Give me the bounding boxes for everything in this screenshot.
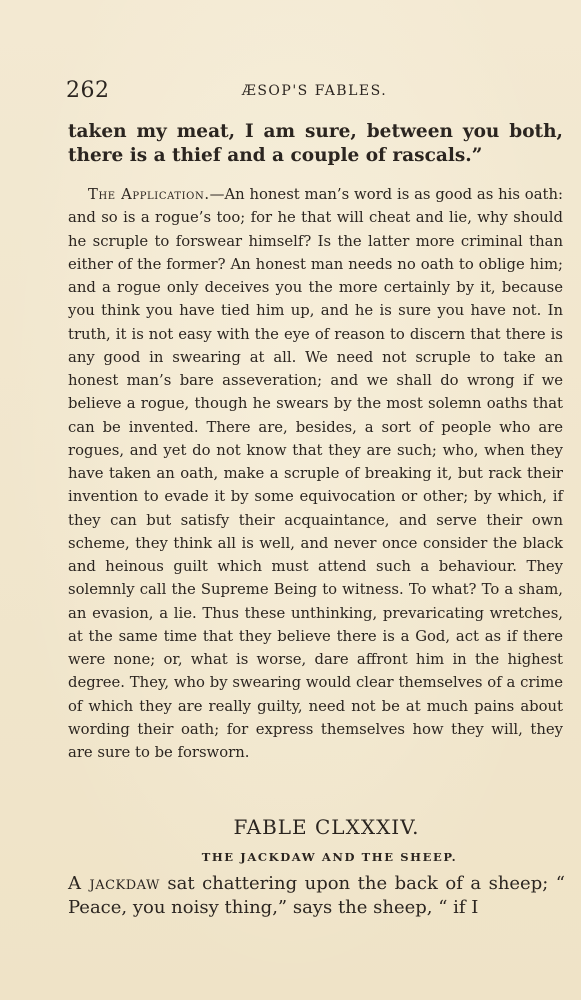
running-head: ÆSOP'S FABLES. — [241, 83, 388, 99]
application-text: —An honest man’s word is as good as his oath: and so is a rogue’s too; for he that will cheat and lie, why should he scruple to forswear himself? Is the latter more criminal than either of the former? An honest man needs no oath to oblige him; and a rogue only deceives you the more certainly by it, because you think you have tied him up, and he is sure you have not. In truth, it is not easy with the eye of reason to discern that there is any good in swearing at all. We need not scruple to take an honest man’s bare asseveration; and we shall do wrong if we believe a rogue, though he swears by the most solemn oaths that can be invented. There are, besides, a sort of people who are rogues, and yet do not know that they are such; who, when they have taken an oath, make a scruple of breaking it, but rack their invention to evade it by some equivocation or other; by which, if they can but satisfy their acquaintance, and serve their own scheme, they think all is well, and never once consider the black and heinous guilt which must attend such a behaviour. They solemnly call the Supreme Being to witness. To what? To a sham, an evasion, a lie. Thus these unthinking, prevaricating wretches, at the same time that they believe there is a God, act as if there were none; or, what is worse, dare affront him in the highest degree. They, who by swearing would clear themselves of a crime of which they are really guilty, need not be at much pains about wording their oath; for express themselves how they will, they are sure to be forsworn. — [68, 186, 563, 761]
fable-opening-word: A jackdaw — [68, 873, 160, 894]
fable-text: sat chattering upon the back of a sheep; “ Peace, you noisy thing,” says the sheep, “ if I — [68, 873, 565, 918]
carryover-paragraph: taken my meat, I am sure, between you both, there is a thief and a couple of rascals.” — [68, 121, 563, 166]
page-header — [66, 78, 523, 108]
application-label: The Application. — [88, 186, 210, 203]
application-paragraph — [68, 183, 563, 764]
page-number: 262 — [66, 78, 110, 103]
fable-title: FABLE CLXXXIV. — [233, 815, 420, 839]
fable-opening-paragraph — [68, 872, 565, 920]
fable-subtitle: THE JACKDAW AND THE SHEEP. — [201, 850, 458, 864]
